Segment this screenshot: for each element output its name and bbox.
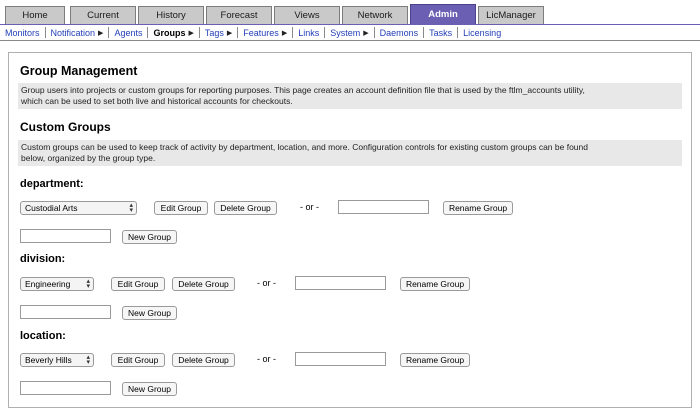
tab-views[interactable]: Views <box>274 6 340 24</box>
subnav-tags[interactable] <box>205 28 232 38</box>
division-rename-input[interactable] <box>295 276 386 290</box>
custom-line-1: Custom groups can be used to keep track of activity by department, location, and more. Configuration controls for existing custom groups can be found <box>21 142 588 152</box>
triangle-right-icon: ▶ <box>188 29 194 37</box>
intro-description <box>18 83 682 109</box>
subnav-licensing-label: Licensing <box>463 27 502 38</box>
select-arrows-icon: ▴ ▾ <box>86 354 90 366</box>
intro-line-2: which can be used to set both live and historical accounts for checkouts. <box>21 96 293 106</box>
division-selected-value: Engineering <box>25 279 71 289</box>
subnav-divider <box>292 27 293 38</box>
subnav-monitors[interactable] <box>5 28 40 38</box>
triangle-right-icon: ▶ <box>281 29 288 37</box>
subnav-daemons-label: Daemons <box>379 27 419 38</box>
location-label: location: <box>20 330 66 342</box>
tab-licmanager[interactable]: LicManager <box>478 6 544 24</box>
subnav-divider <box>108 27 109 38</box>
location-selected-value: Beverly Hills <box>25 355 72 365</box>
division-new-group-input[interactable] <box>20 305 111 319</box>
location-edit-group-button[interactable]: Edit Group <box>111 353 165 367</box>
tab-admin[interactable]: Admin <box>410 4 476 24</box>
subnav-divider <box>374 27 375 38</box>
subnav-divider <box>45 27 46 38</box>
department-select[interactable] <box>20 201 137 215</box>
subnav-features-label: Features <box>243 27 279 38</box>
admin-subnav <box>0 24 700 41</box>
subnav-links[interactable] <box>298 28 319 38</box>
location-new-group-input[interactable] <box>20 381 111 395</box>
department-selected-value: Custodial Arts <box>25 203 78 213</box>
subnav-divider <box>324 27 325 38</box>
tab-network[interactable]: Network <box>342 6 408 24</box>
intro-line-1: Group users into projects or custom groups for reporting purposes. This page creates an account definition file that is used by the ftlm_accounts utility, <box>21 85 585 95</box>
subnav-notification[interactable] <box>51 28 104 38</box>
triangle-right-icon: ▶ <box>226 29 233 37</box>
subnav-system[interactable] <box>330 28 368 38</box>
tab-current[interactable]: Current <box>70 6 136 24</box>
department-rename-group-button[interactable]: Rename Group <box>443 201 513 215</box>
location-select[interactable] <box>20 353 94 367</box>
division-rename-group-button[interactable]: Rename Group <box>400 277 470 291</box>
department-edit-group-button[interactable]: Edit Group <box>154 201 208 215</box>
subnav-agents[interactable] <box>114 28 142 38</box>
department-label: department: <box>20 178 84 190</box>
subnav-monitors-label: Monitors <box>5 27 40 38</box>
custom-groups-description <box>18 140 682 166</box>
division-or-text: - or - <box>257 278 276 288</box>
location-rename-input[interactable] <box>295 352 386 366</box>
location-delete-group-button[interactable]: Delete Group <box>172 353 235 367</box>
location-rename-group-button[interactable]: Rename Group <box>400 353 470 367</box>
subnav-system-label: System <box>330 27 361 38</box>
page-title: Group Management <box>20 64 138 78</box>
subnav-agents-label: Agents <box>114 27 143 38</box>
division-select[interactable] <box>20 277 94 291</box>
subnav-divider <box>199 27 200 38</box>
subnav-tags-label: Tags <box>204 27 224 38</box>
tab-home[interactable]: Home <box>5 6 65 24</box>
department-new-group-input[interactable] <box>20 229 111 243</box>
subnav-notification-label: Notification <box>50 27 96 38</box>
subnav-licensing[interactable] <box>463 28 501 38</box>
department-rename-input[interactable] <box>338 200 429 214</box>
department-or-text: - or - <box>300 202 319 212</box>
subnav-daemons[interactable] <box>380 28 419 38</box>
division-label: division: <box>20 253 66 265</box>
subnav-divider <box>423 27 424 38</box>
location-new-group-button[interactable]: New Group <box>122 382 177 396</box>
subnav-features[interactable] <box>243 28 287 38</box>
custom-line-2: below, organized by the group type. <box>21 153 156 163</box>
triangle-right-icon: ▶ <box>363 29 369 37</box>
subnav-links-label: Links <box>298 27 320 38</box>
division-new-group-button[interactable]: New Group <box>122 306 177 320</box>
tab-history[interactable]: History <box>138 6 204 24</box>
subnav-divider <box>237 27 238 38</box>
department-new-group-button[interactable]: New Group <box>122 230 177 244</box>
subnav-tasks-label: Tasks <box>429 27 453 38</box>
select-arrows-icon: ▴ ▾ <box>129 202 133 214</box>
tab-forecast[interactable]: Forecast <box>206 6 272 24</box>
custom-groups-title: Custom Groups <box>20 120 111 134</box>
main-tab-bar <box>0 0 700 24</box>
subnav-groups-label: Groups <box>153 27 186 38</box>
division-delete-group-button[interactable]: Delete Group <box>172 277 235 291</box>
subnav-divider <box>147 27 148 38</box>
subnav-divider <box>457 27 458 38</box>
location-or-text: - or - <box>257 354 276 364</box>
subnav-groups[interactable] <box>153 28 193 38</box>
division-edit-group-button[interactable]: Edit Group <box>111 277 165 291</box>
subnav-tasks[interactable] <box>429 28 452 38</box>
triangle-right-icon: ▶ <box>98 29 104 37</box>
department-delete-group-button[interactable]: Delete Group <box>214 201 277 215</box>
select-arrows-icon: ▴ ▾ <box>86 278 90 290</box>
